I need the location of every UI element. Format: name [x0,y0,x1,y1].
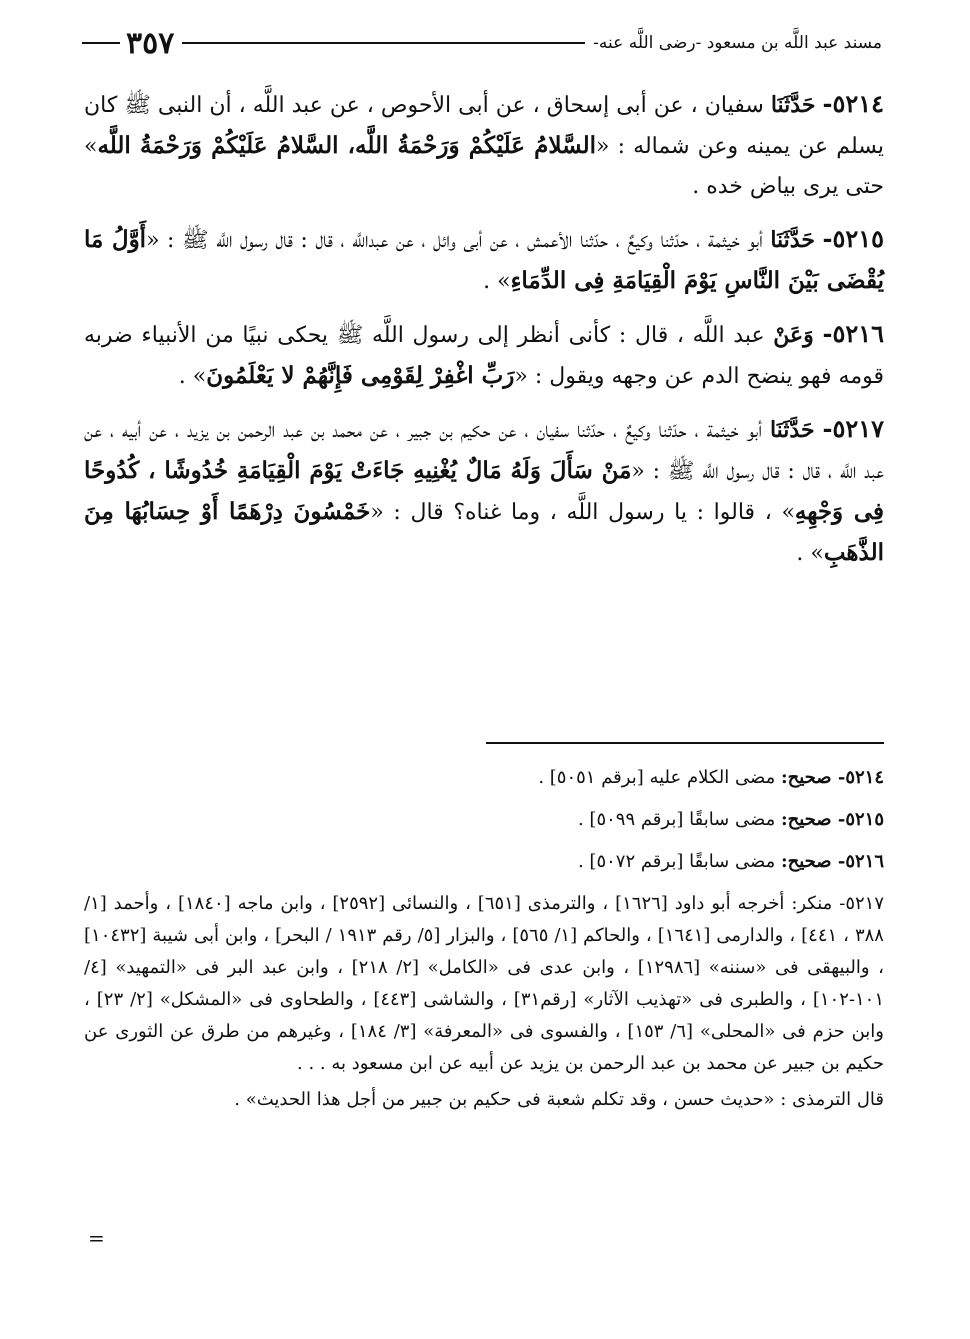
hadith-number: ٥٢١٥- [822,224,884,253]
continuation-mark: = [88,1226,105,1250]
header-rule [182,42,585,44]
footnote-5215 [84,804,884,836]
hadith-quote-2: خَمْسُونَ دِرْهَمًا أَوْ حِسَابُهَا مِنَ الذَّهَبِ [84,498,884,566]
footnote-text: أخرجه أبو داود [١٦٢٦] ، والترمذى [٦٥١] ، والنسائى [٢٥٩٢] ، وابن ماجه [١٨٤٠] ، وأحمد [١/ ٣٨٨ ، ٤٤١] ، والدارمى [١٦٤١] ، والحاكم [١/ ٥٦٥] ، والبزار [٥/ رقم ١٩١٣ / البحر] ، وابن أبى شيبة [١٠٤٣٢] ، والبيهقى فى «سننه» [١٢٩٨٦] ، وابن عدى فى «الكامل» [٢/ ٢١٨] ، وابن عبد البر فى «التمهيد» [٤/ ١٠١-١٠٢] ، والطبرى فى «تهذيب الآثار» [رقم٣١] ، والشاشى [٤٤٣] ، والطحاوى فى «المشكل» [٢/ ٢٣] ، وابن حزم فى «المحلى» [٦/ ١٥٣] ، والفسوى فى «المعرفة» [٣/ ١٨٤] ، وغيرهم من طرق عن الثورى عن حكيم بن جبير عن محمد بن عبد الرحمن بن يزيد عن أبيه عن ابن مسعود به . . . [84,893,884,1074]
hadith-text: أبو خيثمة ، حدّثنا وكيعٌ ، حدّثنا سفيان ، عن حكيم بن جبير ، عن محمد بن عبد الرحمن بن يزيد ، عن أبيه ، عن عبد اللَّه ، قال : قال رسول اللَّه ﷺ : « [84,418,885,484]
hadith-number: ٥٢١٦- [822,319,884,348]
footnote-tirmidhi [84,1084,884,1116]
page-number: ٣٥٧ [126,25,175,61]
hadith-number: ٥٢١٤- [822,89,885,118]
footnote-separator [486,742,884,744]
hadith-number: ٥٢١٧- [822,414,884,443]
footnote-label: ٥٢١٤- صحيح: [780,767,884,788]
hadith-quote: السَّلامُ عَلَيْكُمْ وَرَحْمَةُ اللَّه، السَّلامُ عَلَيْكُمْ وَرَحْمَةُ اللَّه [97,132,597,159]
hadith-text: أبو خيثمة ، حدّثنا وكيعٌ ، حدّثنا الأعمش ، عن أبى وائل ، عن عبداللَّه ، قال : قال رسول اللَّه ﷺ : « [146,228,763,253]
hadith-text-after: » . [796,541,824,566]
hadith-lead: حَدَّثَنَا [770,227,815,253]
hadith-lead: حَدَّثَنَا [770,92,816,118]
hadith-5216 [84,314,884,397]
footnote-5216 [84,846,884,878]
hadith-text: سفيان ، عن أبى إسحاق ، عن أبى الأحوص ، عن عبد اللَّه ، أن النبى ﷺ كان يسلم عن يمينه وعن شماله : « [84,93,884,159]
hadith-quote: أَوَّلُ مَا يُقْضَى بَيْنَ النَّاسِ يَوْمَ الْقِيَامَةِ فِى الدِّمَاءِ [84,226,884,294]
hadith-text-mid: » ، قالوا : يا رسول اللَّه ، وما غناه؟ قال : « [370,500,795,525]
hadith-5217 [84,409,884,574]
hadith-lead: وَعَنْ [773,322,814,348]
page-header [82,22,882,64]
footnote-text: مضى سابقًا [برقم ٥٠٧٢] . [577,851,776,872]
hadith-lead: حَدَّثَنَا [769,417,815,443]
header-dash [82,42,120,44]
hadith-text: عبد اللَّه ، قال : كأنى أنظر إلى رسول اللَّه ﷺ يحكى نبيًا من الأنبياء ضربه قومه فهو ينضح الدم عن وجهه ويقول : « [84,323,884,389]
footnote-text: قال الترمذى : «حديث حسن ، وقد تكلم شعبة فى حكيم بن جبير من أجل هذا الحديث» . [234,1089,884,1110]
hadith-quote: مَنْ سَأَلَ وَلَهُ مَالٌ يُغْنِيهِ جَاءَتْ يَوْمَ الْقِيَامَةِ خُدُوشًا ، كُدُوحًا فِى وَجْهِهِ [84,457,884,525]
footnote-label: ٥٢١٥- صحيح: [780,809,884,830]
hadith-text-after: » . [178,364,207,389]
footnotes [84,762,884,1120]
hadith-text-after: » . [483,269,511,294]
footnote-label: ٥٢١٧- منكر: [791,893,884,914]
main-text [84,84,884,586]
footnote-label: ٥٢١٦- صحيح: [780,851,884,872]
footnote-text: مضى الكلام عليه [برقم ٥٠٥١] . [538,767,776,788]
footnote-text: مضى سابقًا [برقم ٥٠٩٩] . [577,809,776,830]
hadith-5215 [84,219,884,302]
footnote-5214 [84,762,884,794]
hadith-text-after: » حتى يرى بياض خده . [84,134,884,199]
running-title: مسند عبد اللَّه بن مسعود -رضى اللَّه عنه- [593,33,882,53]
hadith-quote: رَبِّ اغْفِرْ لِقَوْمِى فَإِنَّهُمْ لا يَعْلَمُونَ [206,362,515,389]
footnote-5217 [84,888,884,1080]
hadith-5214 [84,84,884,207]
